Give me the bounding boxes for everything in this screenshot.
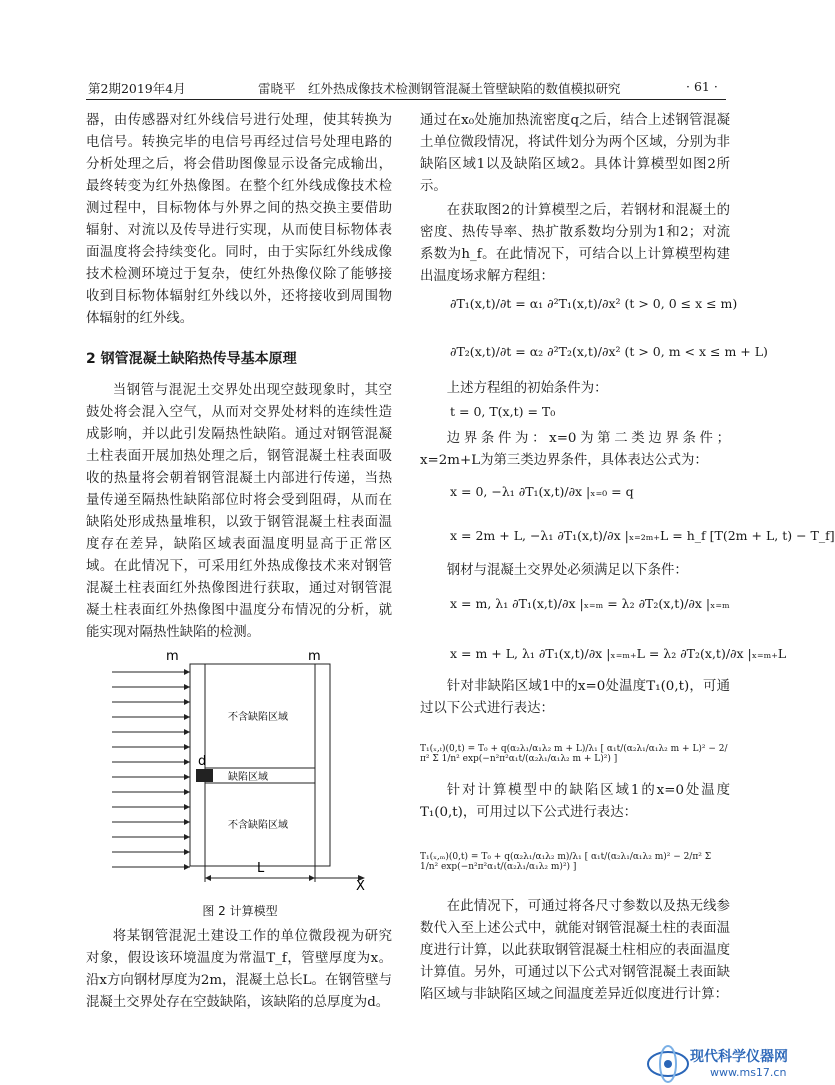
equation-3: t = 0, T(x,t) = T₀ (450, 404, 556, 419)
heat-flux-arrows (112, 672, 190, 867)
equation-5: x = 2m + L, −λ₁ ∂T₁(x,t)/∂x |ₓ₌₂ₘ₊L = h_f [T(2m + L, t) − T_f] (450, 528, 835, 543)
watermark-site-url: www.ms17.cn (710, 1066, 787, 1079)
equation-6: x = m, λ₁ ∂T₁(x,t)/∂x |ₓ₌ₘ = λ₂ ∂T₂(x,t)/∂x |ₓ₌ₘ (450, 596, 730, 611)
article-title: 雷晓平 红外热成像技术检测钢管混凝土管壁缺陷的数值模拟研究 (258, 81, 621, 96)
right-paragraph-2: 在获取图2的计算模型之后，若钢材和混凝土的密度、热传导率、热扩散系数均分别为1和2；对流系数为h_f。在此情况下，可结合以上计算模型构建出温度场求解方程组： (420, 203, 730, 284)
watermark-icon (644, 1042, 692, 1082)
defect-region-label: 缺陷区域 (228, 772, 268, 783)
right-paragraph-5: 钢材与混凝土交界处必须满足以下条件： (446, 563, 688, 578)
equation-8: T₁(ₓ,ₜ)(0,t) = T₀ + q(α₂λ₁/α₁λ₂ m + L)/λ₁ [ α₁t/(α₂λ₁/α₁λ₂ m + L)² − 2/π² Σ 1/n² exp(−n²π²α₁t/(α₂λ₁/α₁λ₂ m + L)²) ] (420, 744, 728, 764)
equation-7: x = m + L, λ₁ ∂T₁(x,t)/∂x |ₓ₌ₘ₊L = λ₂ ∂T₂(x,t)/∂x |ₓ₌ₘ₊L (450, 646, 787, 661)
running-header (0, 0, 800, 100)
equation-9: T₁(ₓ,ₘ)(0,t) = T₀ + q(α₂λ₁/α₁λ₂ m)/λ₁ [ α₁t/(α₂λ₁/α₁λ₂ m)² − 2/π² Σ 1/n² exp(−n²π²α₁t/(α₂λ₁/α₁λ₂ m)²) ] (420, 852, 712, 872)
equation-2: ∂T₂(x,t)/∂t = α₂ ∂²T₂(x,t)/∂x² (t > 0, m < x ≤ m + L) (450, 344, 768, 359)
equation-4: x = 0, −λ₁ ∂T₁(x,t)/∂x |ₓ₌₀ = q (450, 484, 634, 499)
figure-caption: 图 2 计算模型 (202, 904, 278, 918)
issue-date: 第2期2019年4月 (88, 81, 186, 96)
right-paragraph-4: 边界条件为：x=0为第二类边界条件；x=2m+L为第三类边界条件，具体表达公式为： (420, 431, 730, 468)
region-label-top: 不含缺陷区域 (228, 712, 288, 723)
left-paragraph-1: 器，由传感器对红外线信号进行处理，使其转换为电信号。转换完毕的电信号再经过信号处理电路的分析处理之后，将会借助图像显示设备完成输出，最终转变为红外热像图。在整个红外线成像技术检测过程中，目标物体与外界之间的热交换主要借助辐射、对流以及传导进行实现，从而使目标物体表面温度将会持续变化。同时，由于实际红外线成像技术检测环境过于复杂，使红外热像仪除了能够接收到目标物体辐射红外线以外，还将接收到周围物体辐射的红外线。 (86, 113, 392, 326)
page-number: · 61 · (686, 79, 718, 94)
label-m-left: m (166, 649, 179, 664)
section-heading: 2 钢管混凝土缺陷热传导基本原理 (86, 351, 297, 367)
left-paragraph-2: 当钢管与混泥土交界处出现空鼓现象时，其空鼓处将会混入空气，从而对交界处材料的连续性造成影响，并以此引发隔热性缺陷。通过对钢管混凝土柱表面开展加热处理之后，钢管混凝土柱表面吸收的热量将会朝着钢管混凝土内部进行传递，当热量传递至隔热性缺陷部位时将会受到阻碍，从而在缺陷处形成热量堆积，以致于钢管混凝土柱表面温度存在差异，缺陷区域表面温度明显高于正常区域。在此情况下，可采用红外热成像技术来对钢管混凝土柱表面红外热像图进行获取，通过对钢管混凝土柱表面红外热像图中温度分布情况的分析，就能实现对隔热性缺陷的检测。 (86, 383, 392, 640)
calculation-model-figure (110, 649, 370, 894)
left-paragraph-3: 将某钢管混泥土建设工作的单位微段视为研究对象，假设该环境温度为常温T_f，管壁厚度为x。沿x方向钢材厚度为2m，混凝土总长L。在钢管壁与混凝土交界处存在空鼓缺陷，该缺陷的总厚度为d。 (86, 929, 392, 1010)
defect-block (196, 769, 213, 782)
right-paragraph-8: 在此情况下，可通过将各尺寸参数以及热无线参数代入至上述公式中，就能对钢管混凝土柱的表面温度进行计算，以此获取钢管混凝土柱相应的表面温度计算值。另外，可通过以下公式对钢管混凝土表面缺陷区域与非缺陷区域之间温度差异近似度进行计算： (420, 899, 730, 1002)
label-m-right: m (308, 649, 321, 664)
watermark-site-name: 现代科学仪器网 (690, 1049, 788, 1065)
equation-1: ∂T₁(x,t)/∂t = α₁ ∂²T₁(x,t)/∂x² (t > 0, 0 ≤ x ≤ m) (450, 296, 738, 311)
right-paragraph-6: 针对非缺陷区域1中的x=0处温度T₁(0,t)，可通过以下公式进行表达： (420, 679, 730, 716)
header-rule (86, 99, 726, 100)
label-d: d (198, 754, 207, 769)
right-paragraph-3: 上述方程组的初始条件为： (446, 381, 608, 396)
right-paragraph-7: 针对计算模型中的缺陷区域1的x=0处温度T₁(0,t)，可用过以下公式进行表达： (420, 783, 730, 820)
label-X: X (356, 879, 365, 894)
right-paragraph-1: 通过在x₀处施加热流密度q之后，结合上述钢管混凝土单位微段情况，将试件划分为两个区域，分别为非缺陷区域1以及缺陷区域2。具体计算模型如图2所示。 (420, 113, 730, 194)
site-watermark-logo (640, 1036, 800, 1085)
label-L: L (257, 861, 265, 876)
region-label-bottom: 不含缺陷区域 (228, 820, 288, 831)
